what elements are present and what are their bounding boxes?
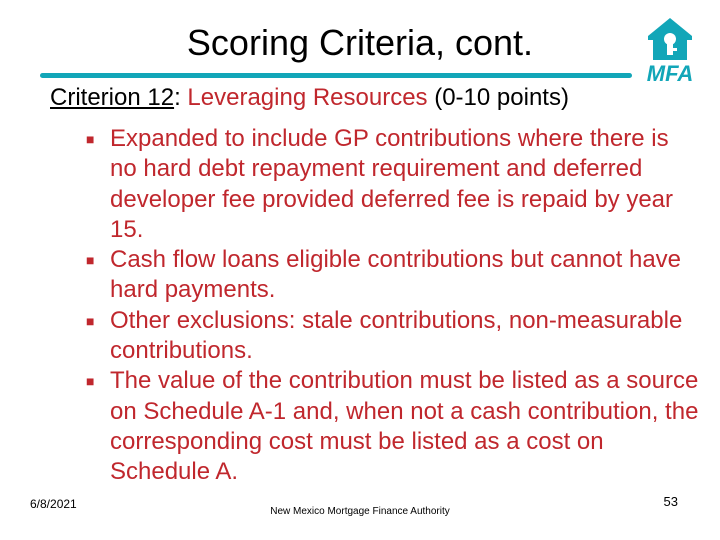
square-bullet-icon: ■ bbox=[86, 252, 95, 269]
bullet-text: Other exclusions: stale contributions, non-measurable contributions. bbox=[110, 306, 683, 365]
bullet-item bbox=[84, 245, 700, 306]
criterion-heading bbox=[50, 84, 690, 112]
page-number: 53 bbox=[663, 494, 678, 509]
mfa-logo bbox=[638, 14, 702, 86]
criterion-name: Leveraging Resources bbox=[187, 84, 428, 111]
criterion-label: Criterion 12 bbox=[50, 84, 175, 111]
square-bullet-icon: ■ bbox=[86, 373, 95, 390]
slide-date: 6/8/2021 bbox=[30, 497, 77, 511]
square-bullet-icon: ■ bbox=[86, 312, 95, 329]
bullet-text: The value of the contribution must be listed as a source on Schedule A-1 and, when not a cash contribution, the corresponding cost must be listed as a cost on Schedule A. bbox=[110, 367, 699, 486]
keyhole-house-icon bbox=[638, 14, 702, 64]
bullet-item bbox=[84, 124, 700, 245]
logo-text: MFA bbox=[646, 61, 694, 86]
bullet-item bbox=[84, 306, 700, 367]
slide-title: Scoring Criteria, cont. bbox=[186, 22, 534, 63]
square-bullet-icon: ■ bbox=[86, 131, 95, 147]
bullet-text: Expanded to include GP contributions where there is no hard debt repayment requirement and deferred developer fee provided deferred fee is repaid by year 15. bbox=[110, 125, 674, 243]
bullet-item bbox=[84, 366, 700, 487]
title-divider bbox=[40, 73, 632, 78]
criterion-points: (0-10 points) bbox=[427, 84, 569, 111]
bullet-list bbox=[84, 124, 700, 488]
bullet-text: Cash flow loans eligible contributions but cannot have hard payments. bbox=[110, 246, 682, 304]
criterion-separator: : bbox=[174, 84, 188, 111]
slide-footer: New Mexico Mortgage Finance Authority bbox=[270, 506, 450, 517]
